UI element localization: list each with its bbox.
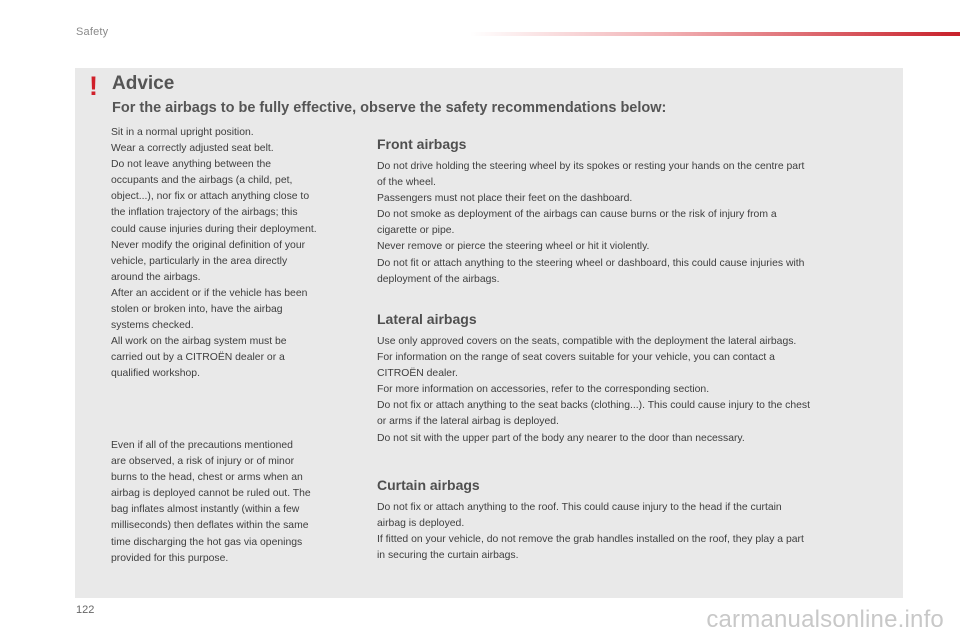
text-line: For more information on accessories, refer to the corresponding section. <box>377 384 710 396</box>
text-line: airbag is deployed. <box>377 518 465 530</box>
curtain-airbags-heading: Curtain airbags <box>377 477 480 493</box>
section-title: Safety <box>76 26 109 38</box>
text-line: time discharging the hot gas via openings <box>111 536 303 548</box>
general-advice-text <box>111 125 363 383</box>
text-line: Wear a correctly adjusted seat belt. <box>111 143 274 155</box>
text-line: CITROËN dealer. <box>377 368 458 380</box>
text-line: burns to the head, chest or arms when an <box>111 472 303 484</box>
text-line: Do not leave anything between the <box>111 159 272 171</box>
text-line: If fitted on your vehicle, do not remove the grab handles installed on the roof, they play a part <box>377 534 804 546</box>
text-line: Do not drive holding the steering wheel by its spokes or resting your hands on the centre part <box>377 161 805 172</box>
text-line: Passengers must not place their feet on the dashboard. <box>377 193 633 205</box>
front-airbags-heading: Front airbags <box>377 136 467 152</box>
watermark-logo: carmanualsonline.info <box>706 606 944 633</box>
text-line: of the wheel. <box>377 177 436 189</box>
page-number: 122 <box>76 604 95 616</box>
text-line: Do not fit or attach anything to the steering wheel or dashboard, this could cause injuries with <box>377 257 805 269</box>
text-line: object...), nor fix or attach anything close to <box>111 191 310 203</box>
text-line: airbag is deployed cannot be ruled out. The <box>111 488 311 500</box>
text-line: could cause injuries during their deployment. <box>111 223 317 235</box>
exclamation-icon: ! <box>89 71 98 101</box>
text-line: around the airbags. <box>111 271 201 283</box>
text-line: Do not fix or attach anything to the seat backs (clothing...). This could cause injury to the chest <box>377 400 810 412</box>
text-line: cigarette or pipe. <box>377 225 455 237</box>
text-line: After an accident or if the vehicle has been <box>111 287 308 299</box>
text-line: provided for this purpose. <box>111 552 229 564</box>
text-line: stolen or broken into, have the airbag <box>111 304 283 316</box>
advice-subtitle: For the airbags to be fully effective, observe the safety recommendations below: <box>112 100 667 116</box>
text-line: the inflation trajectory of the airbags; this <box>111 207 298 219</box>
text-line: vehicle, particularly in the area directly <box>111 255 288 267</box>
text-line: qualified workshop. <box>111 368 200 380</box>
text-line: in securing the curtain airbags. <box>377 550 519 562</box>
text-line: Sit in a normal upright position. <box>111 127 254 138</box>
text-line: Do not smoke as deployment of the airbags can cause burns or the risk of injury from a <box>377 209 777 221</box>
text-line: All work on the airbag system must be <box>111 336 287 348</box>
text-line: are observed, a risk of injury or of minor <box>111 456 295 468</box>
text-line: bag inflates almost instantly (within a few <box>111 504 300 516</box>
text-line: milliseconds) then deflates within the same <box>111 520 309 532</box>
lateral-airbags-heading: Lateral airbags <box>377 311 477 327</box>
curtain-airbags-text <box>377 500 897 564</box>
text-line: Never remove or pierce the steering wheel or hit it violently. <box>377 241 650 253</box>
text-line: carried out by a CITROËN dealer or a <box>111 352 285 364</box>
text-line: or arms if the lateral airbag is deployed. <box>377 416 559 428</box>
text-line: For information on the range of seat covers suitable for your vehicle, you can contact a <box>377 352 775 364</box>
text-line: Do not fix or attach anything to the roof. This could cause injury to the head if the curtain <box>377 502 782 513</box>
header-accent-bar <box>470 32 960 36</box>
text-line: Never modify the original definition of your <box>111 239 306 251</box>
text-line: Do not sit with the upper part of the body any nearer to the door than necessary. <box>377 432 745 444</box>
lateral-airbags-text <box>377 334 897 447</box>
injury-risk-text <box>111 438 363 567</box>
advice-title: Advice <box>112 73 175 94</box>
text-line: deployment of the airbags. <box>377 273 500 285</box>
text-line: systems checked. <box>111 320 194 332</box>
front-airbags-text <box>377 159 897 288</box>
text-line: Use only approved covers on the seats, compatible with the deployment the lateral airbags. <box>377 336 797 347</box>
text-line: occupants and the airbags (a child, pet, <box>111 175 293 187</box>
text-line: Even if all of the precautions mentioned <box>111 440 293 451</box>
